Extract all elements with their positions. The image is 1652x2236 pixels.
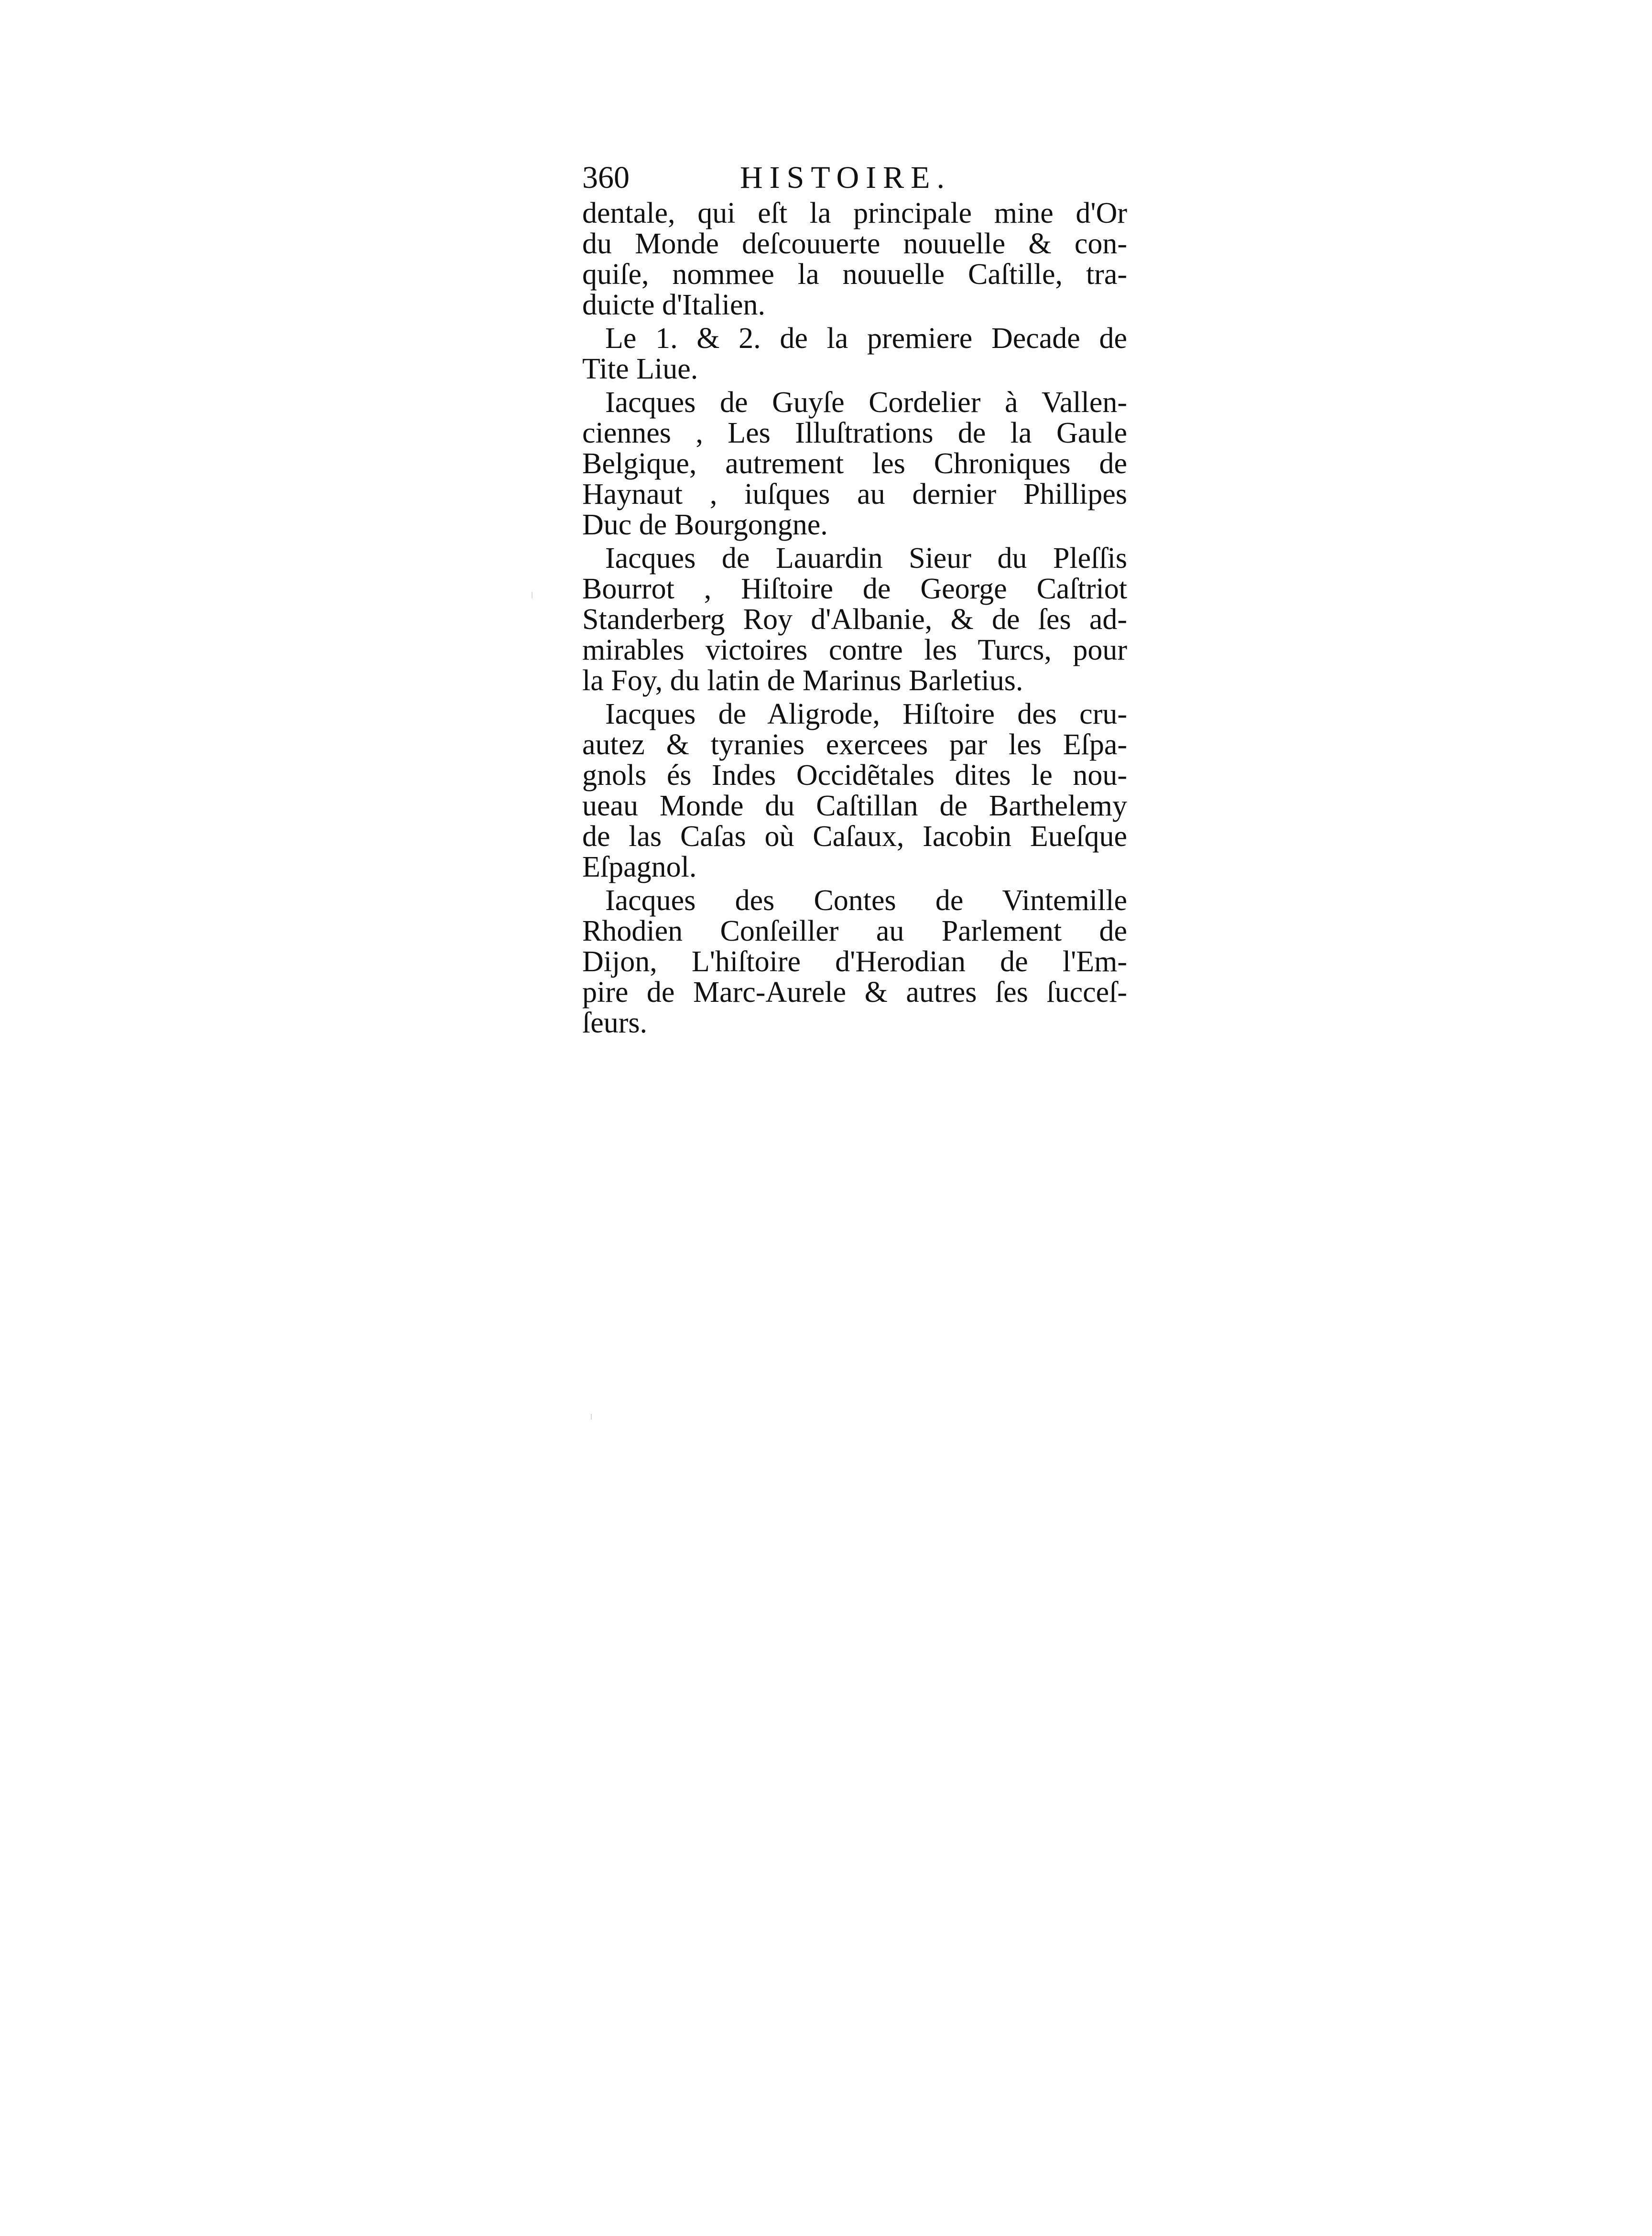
text-line: Belgique, autrement les Chroniques de	[582, 447, 1127, 480]
entry-continuation	[582, 198, 1127, 320]
text-line: Haynaut , iuſques au dernier Phillipes	[582, 478, 1127, 510]
text-line: quiſe, nommee la nouuelle Caſtille, tra-	[582, 258, 1127, 291]
entry-jacques-des-contes	[582, 885, 1127, 1038]
text-line: Iacques des Contes de Vintemille	[605, 884, 1127, 917]
entry-jacques-de-lavardin	[582, 543, 1127, 696]
running-head	[582, 158, 1127, 198]
entry-jacques-de-aligrode	[582, 699, 1127, 882]
text-line: Duc de Bourgongne.	[582, 509, 828, 541]
text-line: de las Caſas où Caſaux, Iacobin Eueſque	[582, 820, 1127, 853]
text-line: dentale, qui eſt la principale mine d'Or	[582, 197, 1127, 229]
text-line: Tite Liue.	[582, 353, 698, 385]
text-line: Eſpagnol.	[582, 851, 697, 883]
text-line: la Foy, du latin de Marinus Barletius.	[582, 664, 1023, 697]
text-line: autez & tyranies exercees par les Eſpa-	[582, 728, 1127, 761]
text-line: du Monde deſcouuerte nouuelle & con-	[582, 228, 1127, 260]
text-line: mirables victoires contre les Turcs, pour	[582, 634, 1127, 666]
text-line: Iacques de Lauardin Sieur du Pleſſis	[605, 542, 1127, 575]
entry-tite-live	[582, 323, 1127, 384]
text-line: gnols és Indes Occidẽtales dites le nou-	[582, 759, 1127, 792]
running-title: HISTOIRE.	[740, 160, 951, 195]
margin-speck	[591, 1414, 592, 1420]
text-line: Dijon, L'hiſtoire d'Herodian de l'Em-	[582, 945, 1127, 978]
text-block	[582, 158, 1127, 1038]
text-line: Rhodien Conſeiller au Parlement de	[582, 915, 1127, 947]
entry-jacques-de-guyse	[582, 387, 1127, 540]
text-line: Standerberg Roy d'Albanie, & de ſes ad-	[582, 603, 1127, 636]
text-line: pire de Marc-Aurele & autres ſes ſucceſ-	[582, 976, 1127, 1009]
text-line: ſeurs.	[582, 1007, 648, 1039]
text-line: Bourrot , Hiſtoire de George Caſtriot	[582, 573, 1127, 605]
text-line: ueau Monde du Caſtillan de Barthelemy	[582, 790, 1127, 822]
margin-speck	[532, 592, 533, 598]
text-line: Iacques de Aligrode, Hiſtoire des cru-	[605, 698, 1127, 730]
text-line: ciennes , Les Illuſtrations de la Gaule	[582, 417, 1127, 449]
text-line: duicte d'Italien.	[582, 289, 766, 321]
page-number: 360	[582, 160, 630, 195]
text-line: Iacques de Guyſe Cordelier à Vallen-	[605, 386, 1127, 419]
text-line: Le 1. & 2. de la premiere Decade de	[605, 322, 1127, 355]
